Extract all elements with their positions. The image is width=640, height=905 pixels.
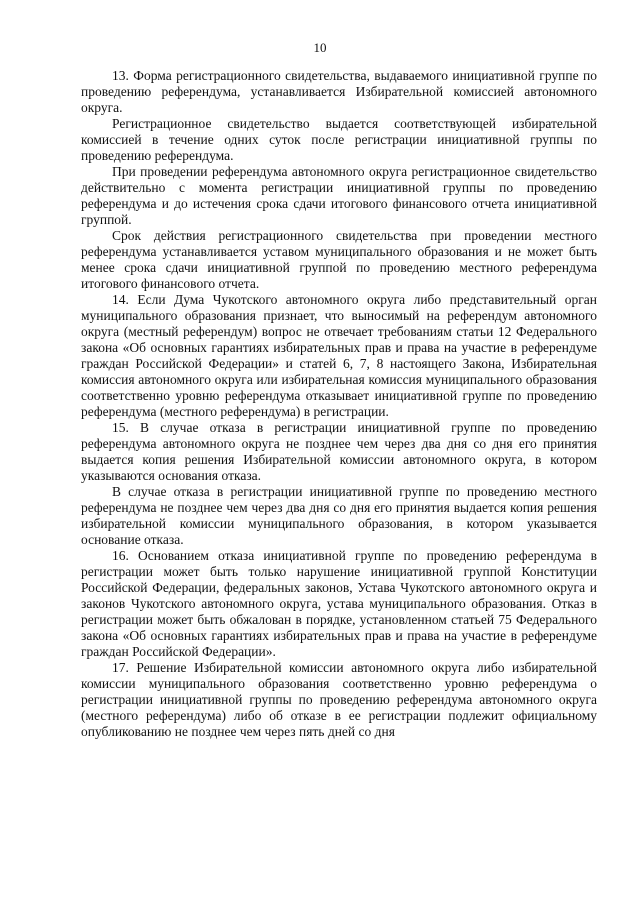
document-body — [81, 68, 597, 740]
page-number: 10 — [313, 40, 327, 55]
paragraph-certificate-validity-local: Срок действия регистрационного свидетельства при проведении местного референдума устанавливается уставом муниципального образования и не может быть менее срока сдачи инициативной группой по проведению местного референдума итогового финансового отчета. — [81, 228, 597, 291]
paragraph-certificate-issue: Регистрационное свидетельство выдается соответствующей избирательной комиссией в течение одних суток после регистрации инициативной группы по проведению референдума. — [81, 116, 597, 163]
paragraph-13: 13. Форма регистрационного свидетельства, выдаваемого инициативной группе по проведению референдума, устанавливается Избирательной комиссией автономного округа. — [81, 68, 597, 115]
paragraph-16: 16. Основанием отказа инициативной группе по проведению референдума в регистрации может быть только нарушение инициативной группой Конституции Российской Федерации, федеральных законов, Устава Чукотского автономного округа и законов Чукотского автономного округа, устава муниципального образования. Отказ в регистрации может быть обжалован в порядке, установленном статьей 75 Федерального закона «Об основных гарантиях избирательных прав и права на участие в референдуме граждан Российской Федерации». — [81, 548, 597, 659]
paragraph-17: 17. Решение Избирательной комиссии автономного округа либо избирательной комиссии муниципального образования соответственно уровню референдума о регистрации инициативной группы по проведению референдума автономного округа (местного референдума) либо об отказе в ее регистрации подлежит официальному опубликованию не позднее чем через пять дней со дня — [81, 660, 597, 739]
paragraph-refusal-local: В случае отказа в регистрации инициативной группе по проведению местного референдума не позднее чем через два дня со дня его принятия выдается копия решения избирательной комиссии муниципального образования, в котором указывается основание отказа. — [81, 484, 597, 547]
paragraph-14: 14. Если Дума Чукотского автономного округа либо представительный орган муниципального образования признает, что выносимый на референдум автономного округа (местный референдум) вопрос не отвечает требованиям статьи 12 Федерального закона «Об основных гарантиях избирательных прав и права на участие в референдуме граждан Российской Федерации» и статей 6, 7, 8 настоящего Закона, Избирательная комиссия автономного округа или избирательная комиссия муниципального образования соответственно уровню референдума отказывает инициативной группе по проведению референдума (местного референдума) в регистрации. — [81, 292, 597, 419]
paragraph-certificate-validity-okrug: При проведении референдума автономного округа регистрационное свидетельство действительно с момента регистрации инициативной группы по проведению референдума и до истечения срока сдачи итогового финансового отчета инициативной группой. — [81, 164, 597, 227]
paragraph-15: 15. В случае отказа в регистрации инициативной группе по проведению референдума автономного округа не позднее чем через два дня со дня его принятия выдается копия решения Избирательной комиссии автономного округа, в котором указываются основания отказа. — [81, 420, 597, 483]
